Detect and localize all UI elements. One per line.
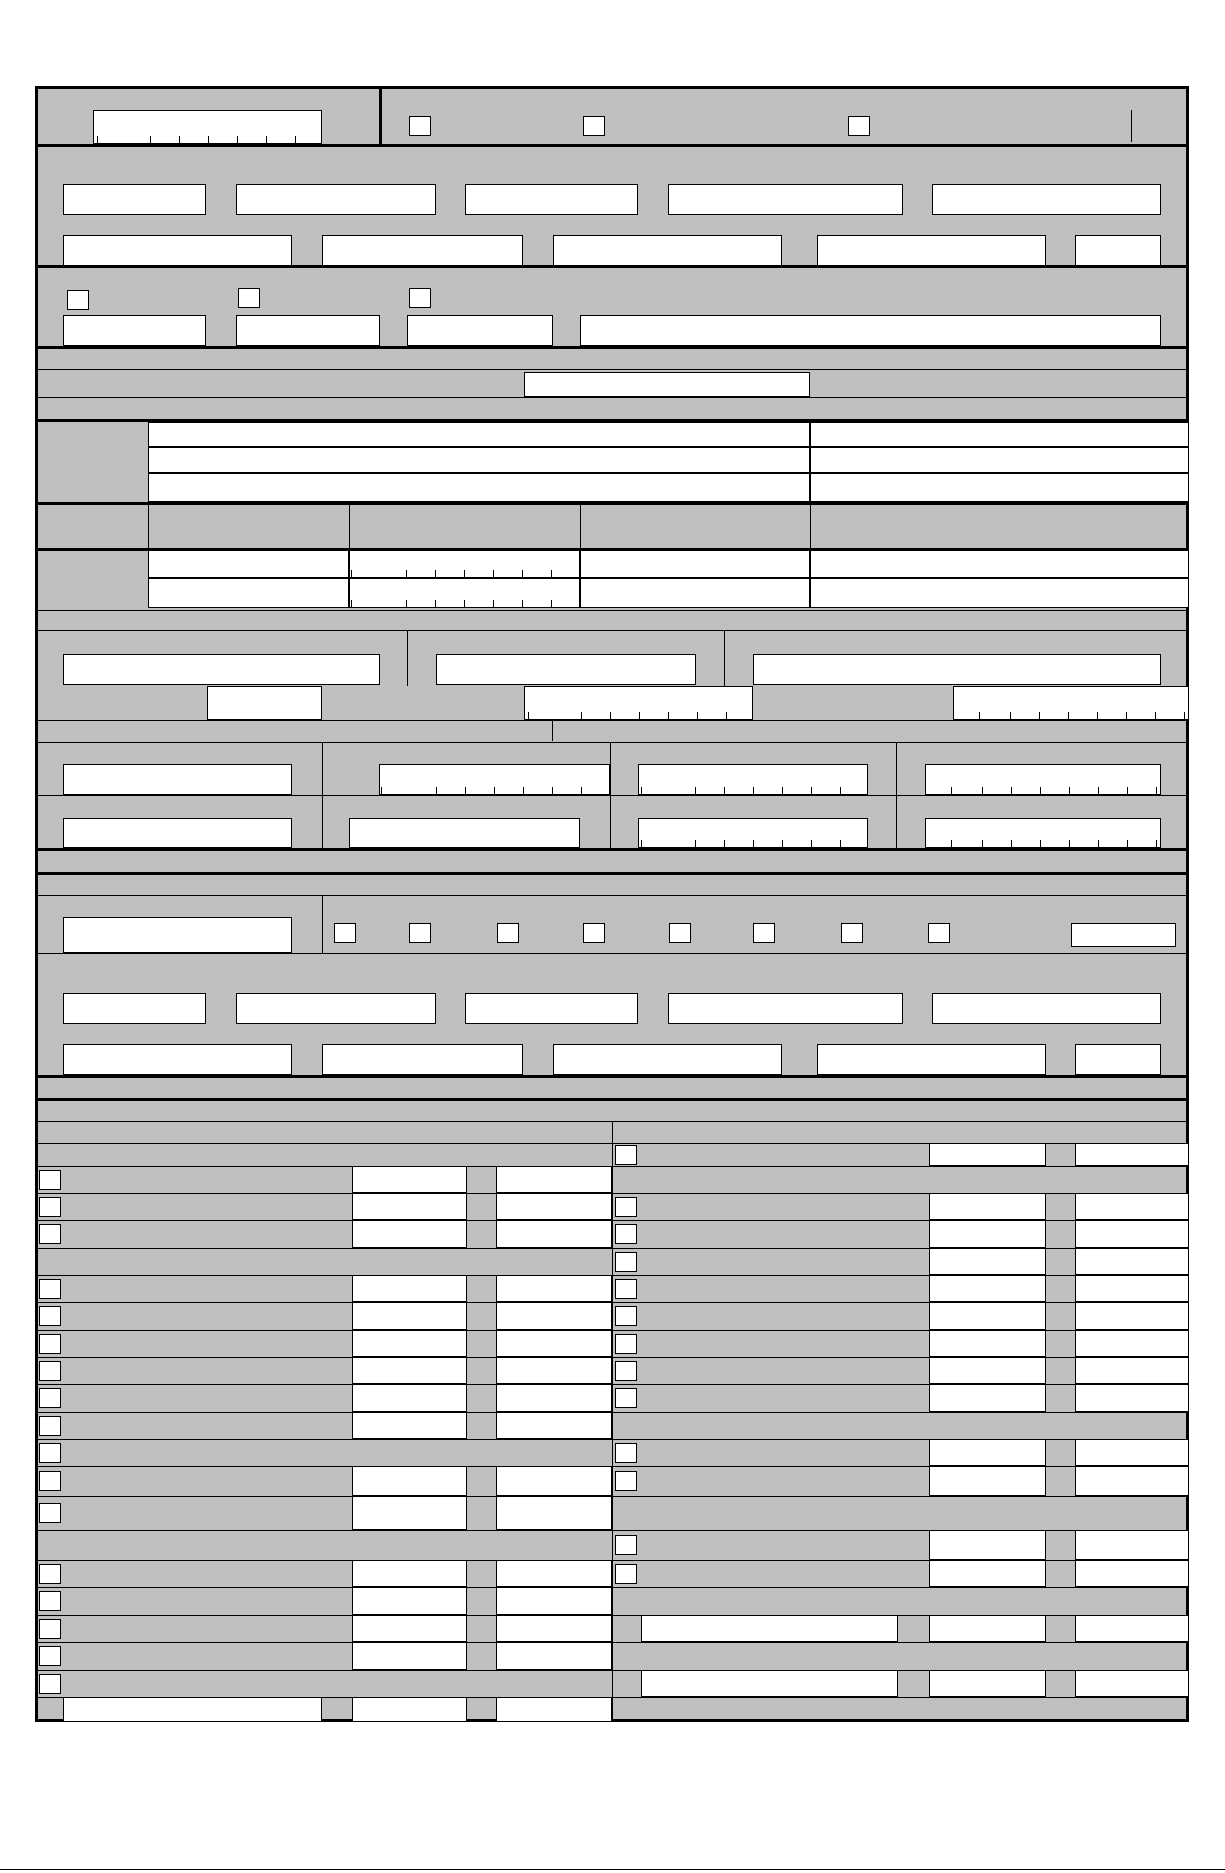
section-divider — [35, 720, 1189, 721]
left-amount-field-a[interactable] — [352, 1166, 467, 1193]
header-checkbox-3[interactable] — [848, 116, 870, 136]
right-checklist-checkbox[interactable] — [615, 1224, 637, 1244]
block-a-field-9[interactable] — [817, 235, 1046, 266]
table1-header-cell-2[interactable] — [810, 422, 1189, 447]
right-amount-field-a[interactable] — [929, 1439, 1046, 1466]
left-amount-field-a[interactable] — [352, 1384, 467, 1412]
block-e-checkbox-6[interactable] — [753, 923, 775, 943]
block-a-field-6[interactable] — [63, 235, 292, 266]
right-amount-field-a[interactable] — [929, 1220, 1046, 1248]
block-f-field-8[interactable] — [553, 1044, 782, 1075]
right-amount-field-a[interactable] — [929, 1248, 1046, 1275]
left-checklist-checkbox[interactable] — [39, 1388, 61, 1408]
column-divider — [724, 630, 725, 686]
block-f-field-1[interactable] — [63, 993, 206, 1024]
section-divider — [35, 795, 1189, 796]
block-d-field-3[interactable] — [349, 818, 580, 848]
header-checkbox-1[interactable] — [409, 116, 431, 136]
table2-row2-name[interactable] — [148, 578, 349, 608]
section-divider — [612, 1642, 1189, 1643]
left-amount-field-a[interactable] — [352, 1496, 467, 1530]
block-d-field-1[interactable] — [63, 764, 292, 795]
section-divider — [35, 346, 1189, 349]
block-e-checkbox-1[interactable] — [334, 923, 356, 943]
right-checklist-checkbox[interactable] — [615, 1306, 637, 1326]
section-divider — [35, 1439, 612, 1440]
left-amount-field-b[interactable] — [496, 1587, 612, 1615]
block-c-date-2[interactable] — [953, 686, 1189, 720]
block-a-field-5[interactable] — [932, 184, 1161, 215]
right-amount-field-a[interactable] — [929, 1384, 1046, 1412]
block-f-field-2[interactable] — [236, 993, 436, 1024]
header-checkbox-2[interactable] — [583, 116, 605, 136]
right-description-field[interactable] — [641, 1670, 898, 1697]
right-checklist-checkbox[interactable] — [615, 1535, 637, 1555]
block-b-checkbox-3[interactable] — [409, 288, 431, 308]
right-amount-field-b[interactable] — [1075, 1530, 1189, 1560]
section-divider — [35, 848, 1189, 851]
block-a-field-1[interactable] — [63, 184, 206, 215]
left-checklist-checkbox[interactable] — [39, 1170, 61, 1190]
left-checklist-checkbox[interactable] — [39, 1334, 61, 1354]
block-f-field-3[interactable] — [465, 993, 638, 1024]
section-divider — [35, 610, 1189, 611]
block-c-date-1[interactable] — [524, 686, 753, 720]
left-checklist-checkbox[interactable] — [39, 1306, 61, 1326]
left-amount-field-b[interactable] — [496, 1357, 612, 1384]
left-checklist-checkbox[interactable] — [39, 1591, 61, 1611]
section-divider — [612, 1166, 1189, 1167]
right-amount-field-a[interactable] — [929, 1357, 1046, 1384]
left-amount-field-a[interactable] — [352, 1275, 467, 1302]
table2-row1-cell-b[interactable] — [810, 550, 1189, 578]
column-divider — [580, 505, 581, 550]
column-divider — [612, 1121, 613, 1722]
right-amount-field-a[interactable] — [929, 1143, 1046, 1166]
table2-row1-date[interactable] — [349, 550, 580, 578]
left-checklist-checkbox[interactable] — [39, 1674, 61, 1694]
right-checklist-checkbox[interactable] — [615, 1334, 637, 1354]
table2-row2-cell-a[interactable] — [580, 578, 810, 608]
right-amount-field-b[interactable] — [1075, 1143, 1189, 1166]
right-amount-field-a[interactable] — [929, 1615, 1046, 1642]
right-amount-field-b[interactable] — [1075, 1615, 1189, 1642]
right-checklist-checkbox[interactable] — [615, 1471, 637, 1491]
right-amount-field-a[interactable] — [929, 1302, 1046, 1330]
footer-rule — [0, 1869, 1225, 1870]
left-amount-field-a[interactable] — [352, 1615, 467, 1642]
right-amount-field-a[interactable] — [929, 1330, 1046, 1357]
right-checklist-checkbox[interactable] — [615, 1279, 637, 1299]
section-divider — [35, 1248, 612, 1249]
section-divider — [35, 1075, 1189, 1078]
right-checklist-checkbox[interactable] — [615, 1443, 637, 1463]
block-a-field-8[interactable] — [553, 235, 782, 266]
column-divider — [349, 505, 350, 550]
block-e-checkbox-7[interactable] — [841, 923, 863, 943]
section-divider — [35, 397, 1189, 398]
left-amount-field-a[interactable] — [352, 1697, 467, 1722]
block-c-field-2[interactable] — [436, 654, 696, 685]
table2-row1-cell-a[interactable] — [580, 550, 810, 578]
block-a-field-2[interactable] — [236, 184, 436, 215]
right-amount-field-a[interactable] — [929, 1466, 1046, 1496]
column-divider — [322, 895, 323, 953]
column-divider — [407, 630, 408, 686]
left-amount-field-a[interactable] — [352, 1412, 467, 1439]
table1-header-cell-1[interactable] — [148, 422, 810, 447]
left-amount-field-b[interactable] — [496, 1642, 612, 1670]
block-b-checkbox-2[interactable] — [238, 288, 260, 308]
section-divider — [35, 895, 1189, 896]
table1-cell-r1-c2[interactable] — [810, 447, 1189, 473]
right-amount-field-b[interactable] — [1075, 1670, 1189, 1697]
left-amount-field-b[interactable] — [496, 1384, 612, 1412]
column-divider — [1131, 110, 1132, 142]
left-amount-field-b[interactable] — [496, 1560, 612, 1587]
left-amount-field-b[interactable] — [496, 1166, 612, 1193]
block-f-field-9[interactable] — [817, 1044, 1046, 1075]
left-amount-field-b[interactable] — [496, 1220, 612, 1248]
block-f-field-5[interactable] — [932, 993, 1161, 1024]
section-divider — [35, 502, 1189, 505]
left-checklist-checkbox[interactable] — [39, 1564, 61, 1584]
left-checklist-checkbox[interactable] — [39, 1619, 61, 1639]
block-f-field-10[interactable] — [1075, 1044, 1161, 1075]
section-divider — [35, 1670, 612, 1671]
right-checklist-checkbox[interactable] — [615, 1197, 637, 1217]
block-d-date-2[interactable] — [638, 764, 868, 795]
left-amount-field-a[interactable] — [352, 1642, 467, 1670]
block-c-field-3[interactable] — [753, 654, 1161, 685]
section-divider — [35, 630, 1189, 631]
left-amount-field-a[interactable] — [352, 1560, 467, 1587]
block-a-field-10[interactable] — [1075, 235, 1161, 266]
right-amount-field-a[interactable] — [929, 1530, 1046, 1560]
left-checklist-checkbox[interactable] — [39, 1443, 61, 1463]
block-d-date-3[interactable] — [925, 764, 1161, 795]
section-divider — [35, 1098, 1189, 1101]
section-divider — [612, 1412, 1189, 1413]
column-divider — [552, 720, 553, 741]
form-sheet — [35, 86, 1189, 1722]
right-amount-field-b[interactable] — [1075, 1302, 1189, 1330]
left-amount-field-a[interactable] — [352, 1357, 467, 1384]
section-divider — [35, 265, 1189, 268]
left-amount-field-a[interactable] — [352, 1302, 467, 1330]
block-a-field-3[interactable] — [465, 184, 638, 215]
block-b-field-3[interactable] — [407, 315, 553, 346]
right-checklist-checkbox[interactable] — [615, 1564, 637, 1584]
block-e-checkbox-8[interactable] — [928, 923, 950, 943]
left-checklist-checkbox[interactable] — [39, 1361, 61, 1381]
table2-row2-date[interactable] — [349, 578, 580, 608]
right-amount-field-a[interactable] — [929, 1275, 1046, 1302]
right-amount-field-b[interactable] — [1075, 1193, 1189, 1220]
block-d-date-5[interactable] — [925, 818, 1161, 848]
header-date-field[interactable] — [93, 110, 322, 144]
block-e-checkbox-2[interactable] — [409, 923, 431, 943]
left-checklist-checkbox[interactable] — [39, 1646, 61, 1666]
section-divider — [35, 1530, 612, 1531]
right-amount-field-a[interactable] — [929, 1670, 1046, 1697]
left-checklist-checkbox[interactable] — [39, 1471, 61, 1491]
block-a-field-4[interactable] — [668, 184, 903, 215]
column-divider — [810, 505, 811, 550]
left-amount-field-a[interactable] — [352, 1330, 467, 1357]
left-amount-field-a[interactable] — [352, 1587, 467, 1615]
right-amount-field-b[interactable] — [1075, 1560, 1189, 1587]
left-checklist-checkbox[interactable] — [39, 1197, 61, 1217]
left-amount-field-b[interactable] — [496, 1496, 612, 1530]
right-amount-field-b[interactable] — [1075, 1248, 1189, 1275]
block-c-field-1[interactable] — [63, 654, 380, 685]
section-divider — [35, 742, 1189, 743]
left-amount-field-b[interactable] — [496, 1466, 612, 1496]
block-f-field-7[interactable] — [322, 1044, 523, 1075]
section-divider — [35, 872, 1189, 875]
left-checklist-checkbox[interactable] — [39, 1503, 61, 1523]
section-divider — [35, 369, 1189, 370]
right-checklist-checkbox[interactable] — [615, 1361, 637, 1381]
block-c-field-4[interactable] — [207, 686, 322, 720]
left-amount-field-b[interactable] — [496, 1275, 612, 1302]
left-amount-field-b[interactable] — [496, 1412, 612, 1439]
block-d-date-4[interactable] — [638, 818, 868, 848]
right-description-field[interactable] — [641, 1615, 898, 1642]
left-amount-field-b[interactable] — [496, 1330, 612, 1357]
right-checklist-checkbox[interactable] — [615, 1145, 637, 1165]
table1-cell-r2-c2[interactable] — [810, 473, 1189, 502]
right-amount-field-a[interactable] — [929, 1560, 1046, 1587]
block-e-checkbox-4[interactable] — [583, 923, 605, 943]
block-b-checkbox-1[interactable] — [67, 290, 89, 310]
table1-cell-r2-c1[interactable] — [148, 473, 810, 502]
section-divider — [612, 1496, 1189, 1497]
right-checklist-checkbox[interactable] — [615, 1388, 637, 1408]
right-amount-field-b[interactable] — [1075, 1357, 1189, 1384]
left-amount-field-a[interactable] — [352, 1220, 467, 1248]
block-e-field-2[interactable] — [1071, 923, 1176, 947]
left-amount-field-a[interactable] — [352, 1193, 467, 1220]
right-amount-field-b[interactable] — [1075, 1439, 1189, 1466]
right-amount-field-b[interactable] — [1075, 1220, 1189, 1248]
right-amount-field-b[interactable] — [1075, 1384, 1189, 1412]
block-e-checkbox-5[interactable] — [669, 923, 691, 943]
column-divider — [379, 88, 382, 145]
section-divider — [612, 1697, 1189, 1698]
section-divider — [612, 1587, 1189, 1588]
left-amount-field-a[interactable] — [352, 1466, 467, 1496]
block-e-field-1[interactable] — [63, 917, 292, 953]
block-a-field-7[interactable] — [322, 235, 523, 266]
column-divider — [148, 505, 149, 550]
left-checklist-checkbox[interactable] — [39, 1224, 61, 1244]
right-amount-field-b[interactable] — [1075, 1330, 1189, 1357]
right-checklist-checkbox[interactable] — [615, 1252, 637, 1272]
left-amount-field-b[interactable] — [496, 1193, 612, 1220]
block-d-field-2[interactable] — [63, 818, 292, 848]
summary-field[interactable] — [524, 372, 810, 397]
right-amount-field-b[interactable] — [1075, 1466, 1189, 1496]
block-b-field-1[interactable] — [63, 315, 206, 346]
table2-row1-name[interactable] — [148, 550, 349, 578]
block-f-field-6[interactable] — [63, 1044, 292, 1075]
left-amount-field-b[interactable] — [496, 1697, 612, 1722]
left-description-field[interactable] — [63, 1697, 322, 1722]
left-checklist-checkbox[interactable] — [39, 1279, 61, 1299]
section-divider — [35, 953, 1189, 954]
left-checklist-checkbox[interactable] — [39, 1416, 61, 1436]
block-b-field-4[interactable] — [580, 315, 1161, 346]
right-amount-field-b[interactable] — [1075, 1275, 1189, 1302]
table1-cell-r1-c1[interactable] — [148, 447, 810, 473]
block-e-checkbox-3[interactable] — [497, 923, 519, 943]
block-d-date-1[interactable] — [379, 764, 610, 795]
block-f-field-4[interactable] — [668, 993, 903, 1024]
block-b-field-2[interactable] — [236, 315, 380, 346]
section-divider — [35, 144, 1189, 147]
left-amount-field-b[interactable] — [496, 1302, 612, 1330]
table2-row2-cell-b[interactable] — [810, 578, 1189, 608]
left-amount-field-b[interactable] — [496, 1615, 612, 1642]
right-amount-field-a[interactable] — [929, 1193, 1046, 1220]
